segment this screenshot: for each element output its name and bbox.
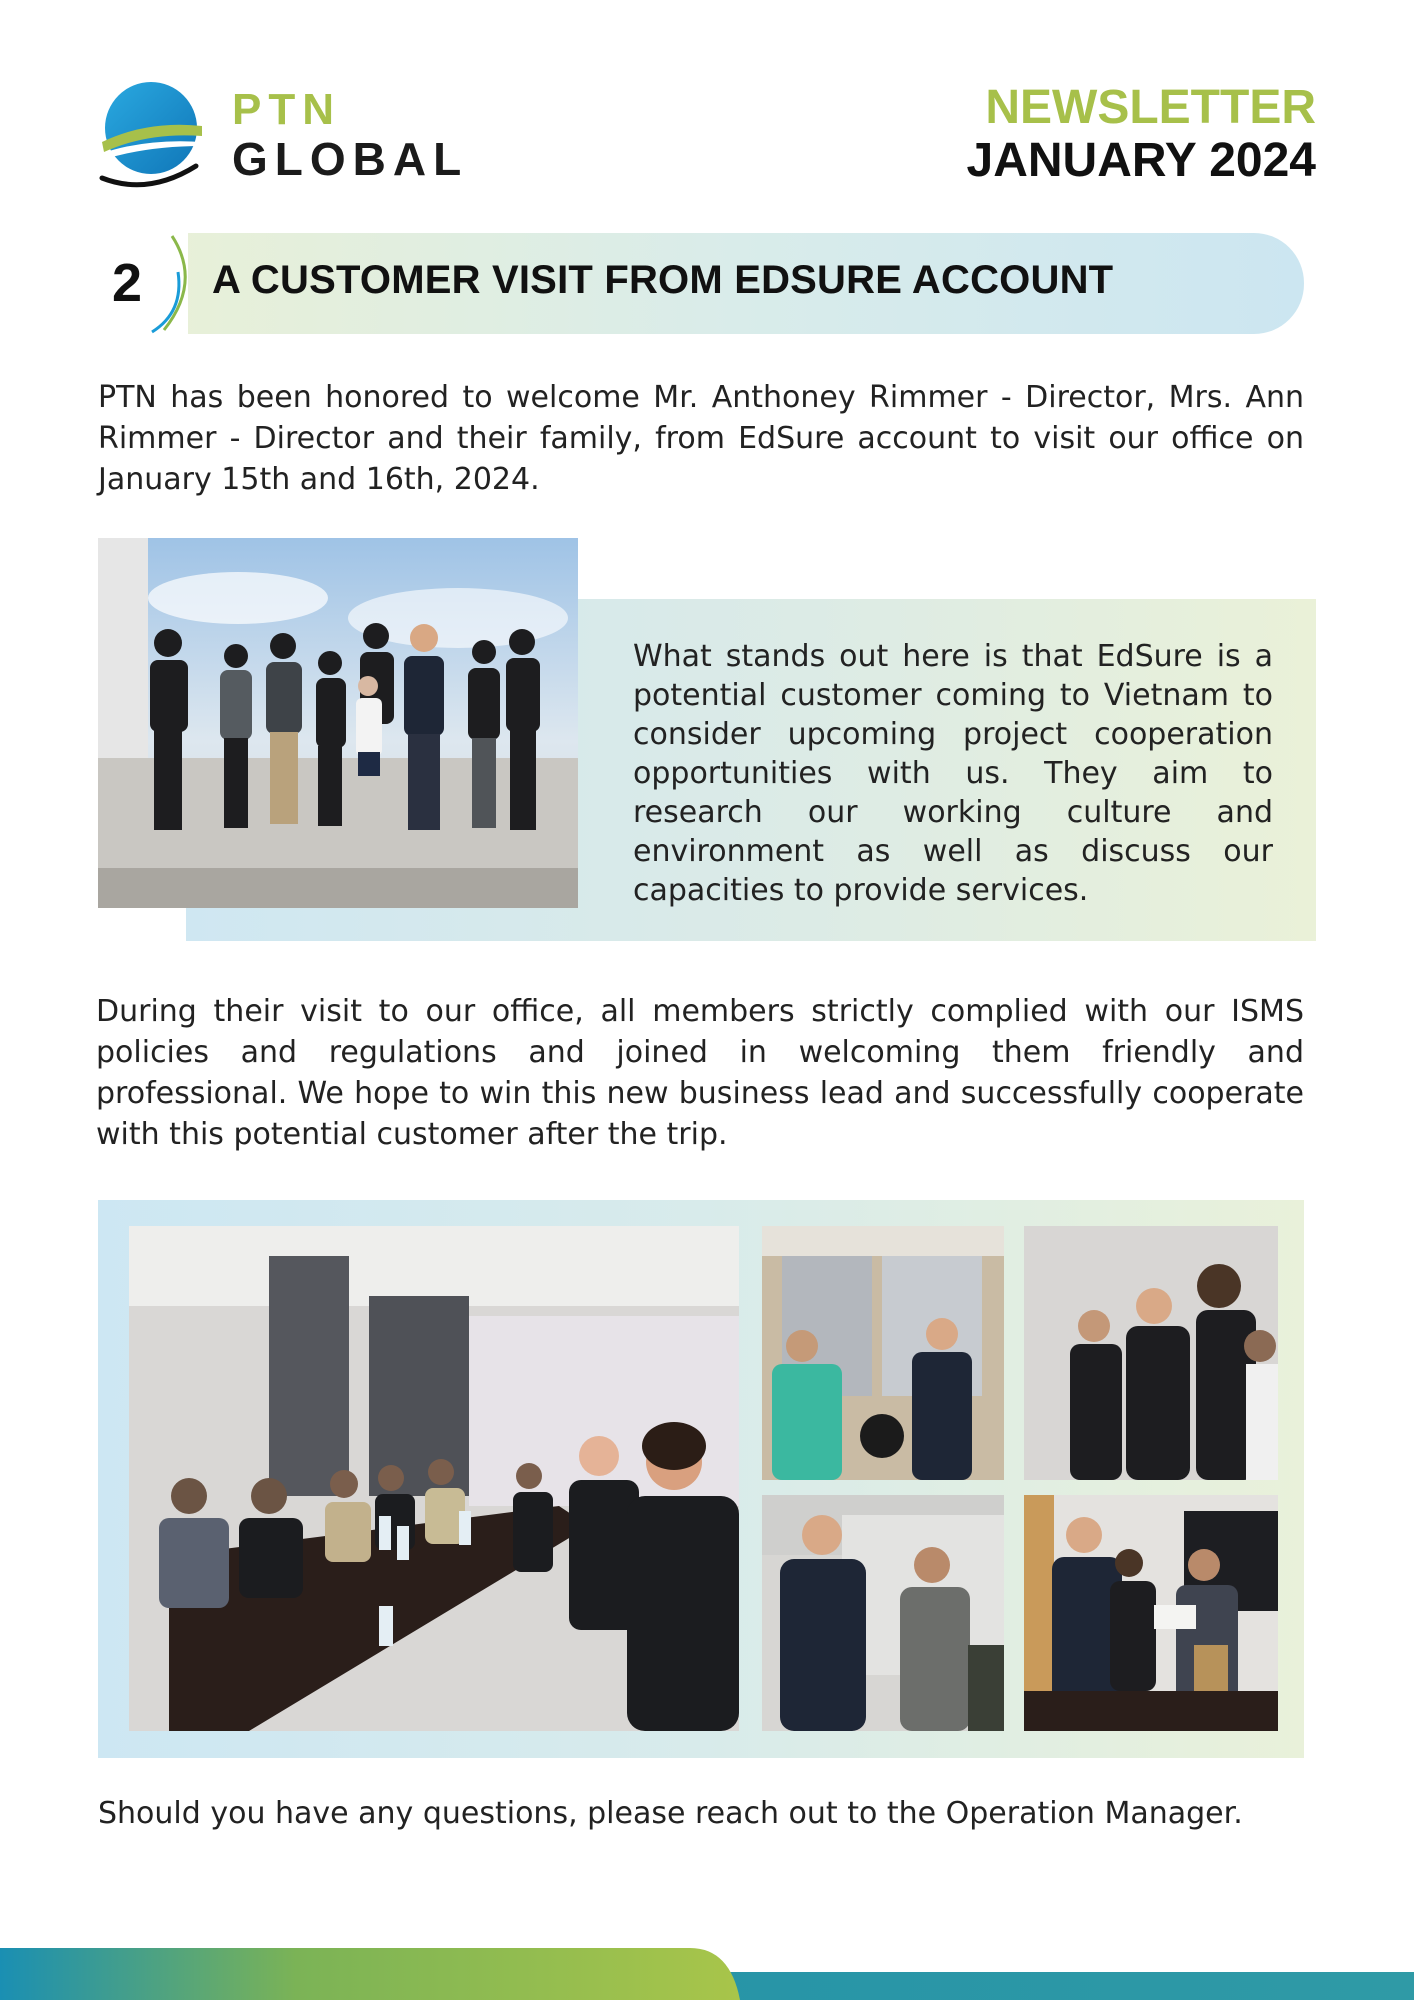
ptn-globe-logo-icon (98, 80, 204, 194)
section-number: 2 (112, 253, 143, 313)
newsletter-heading (967, 82, 1317, 188)
gift-exchange-photo (1024, 1495, 1278, 1731)
discussion-photo-2 (1024, 1226, 1278, 1480)
brand-line-1: PTN (232, 85, 341, 134)
group-photo (98, 538, 578, 908)
closing-paragraph: Should you have any questions, please reach out to the Operation Manager. (98, 1796, 1243, 1831)
meeting-room-photo (129, 1226, 739, 1731)
highlight-text: What stands out here is that EdSure is a potential customer coming to Vietnam to consider upcoming project cooperation opportunities with us. They aim to research our working culture and environment as well as discuss our capacities to provide services. (633, 639, 1273, 908)
conversation-photo (762, 1495, 1004, 1731)
footer-wave-bar (0, 1948, 1414, 2000)
newsletter-date: JANUARY 2024 (966, 133, 1316, 187)
visit-summary-paragraph: During their visit to our office, all members strictly complied with our ISMS policies and regulations and joined in welcoming them friendly and professional. We hope to win this new business lead and successfully cooperate with this potential customer after the trip. (96, 994, 1304, 1152)
discussion-photo-1 (762, 1226, 1004, 1480)
newsletter-label: NEWSLETTER (985, 81, 1316, 134)
intro-paragraph: PTN has been honored to welcome Mr. Anthoney Rimmer - Director, Mrs. Ann Rimmer - Director and their family, from EdSure account to visit our office on January 15th and 16th, 2024. (98, 380, 1304, 497)
brand-line-2: GLOBAL (232, 133, 469, 185)
brand-name (232, 85, 469, 185)
section-title: A CUSTOMER VISIT FROM EDSURE ACCOUNT (212, 258, 1114, 302)
